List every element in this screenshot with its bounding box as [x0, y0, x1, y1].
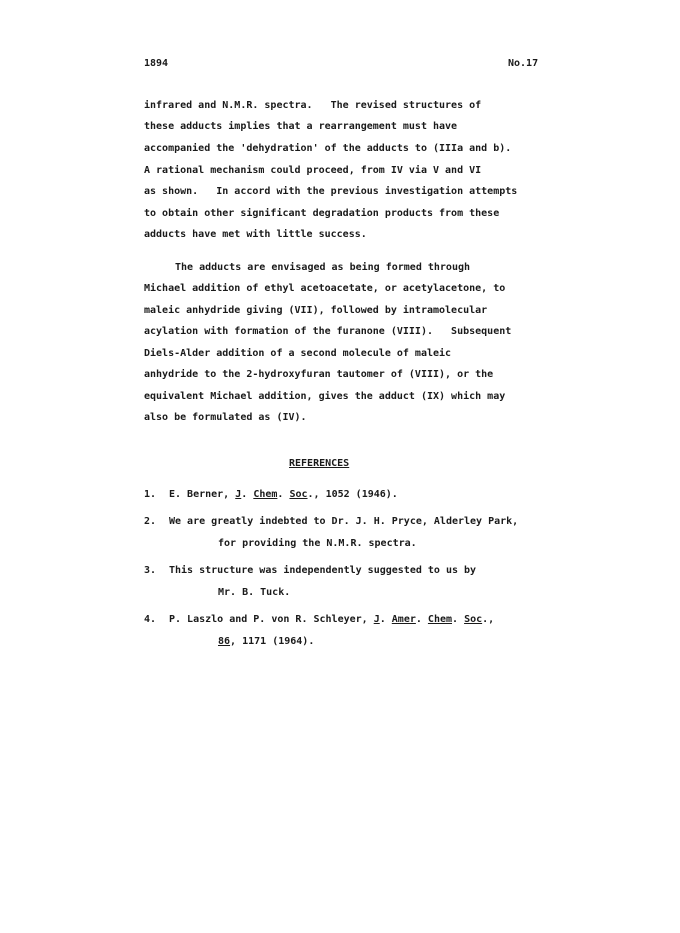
- reference-3-line1: This structure was independently suggested to us by: [169, 565, 477, 576]
- paragraph2-line: equivalent Michael addition, gives the adduct (IX) which may: [144, 391, 506, 402]
- paragraph1-line: as shown. In accord with the previous investigation attempts: [144, 186, 518, 197]
- paragraph1-line: A rational mechanism could proceed, from IV via V and VI: [144, 165, 482, 176]
- paragraph1-line: adducts have met with little success.: [144, 229, 367, 240]
- page-number: 1894: [144, 58, 169, 69]
- reference-number: 2.: [144, 516, 157, 527]
- issue-number: No.17: [508, 58, 539, 69]
- reference-2-line2: for providing the N.M.R. spectra.: [218, 538, 417, 549]
- reference-number: 1.: [144, 489, 157, 500]
- paragraph2-line: The adducts are envisaged as being formed through: [175, 262, 471, 273]
- paragraph1-line: infrared and N.M.R. spectra. The revised structures of: [144, 100, 482, 111]
- paragraph1-line: accompanied the 'dehydration' of the adducts to (IIIa and b).: [144, 143, 512, 154]
- reference-1-text: E. Berner, J. Chem. Soc., 1052 (1946).: [169, 489, 398, 500]
- reference-3-line2: Mr. B. Tuck.: [218, 587, 291, 598]
- reference-4-line2: 86, 1171 (1964).: [218, 636, 315, 647]
- paragraph2-line: Michael addition of ethyl acetoacetate, or acetylacetone, to: [144, 283, 506, 294]
- reference-4-line1: P. Laszlo and P. von R. Schleyer, J. Amer. Chem. Soc.,: [169, 614, 495, 625]
- reference-number: 3.: [144, 565, 157, 576]
- paragraph1-line: to obtain other significant degradation products from these: [144, 208, 500, 219]
- references-heading: REFERENCES: [289, 458, 350, 469]
- reference-number: 4.: [144, 614, 157, 625]
- paragraph2-line: acylation with formation of the furanone (VIII). Subsequent: [144, 326, 512, 337]
- paragraph2-line: also be formulated as (IV).: [144, 412, 307, 423]
- paragraph2-line: anhydride to the 2-hydroxyfuran tautomer of (VIII), or the: [144, 369, 494, 380]
- paragraph2-line: maleic anhydride giving (VII), followed by intramolecular: [144, 305, 488, 316]
- reference-2-line1: We are greatly indebted to Dr. J. H. Pryce, Alderley Park,: [169, 516, 519, 527]
- paragraph2-line: Diels-Alder addition of a second molecule of maleic: [144, 348, 452, 359]
- paragraph1-line: these adducts implies that a rearrangement must have: [144, 121, 458, 132]
